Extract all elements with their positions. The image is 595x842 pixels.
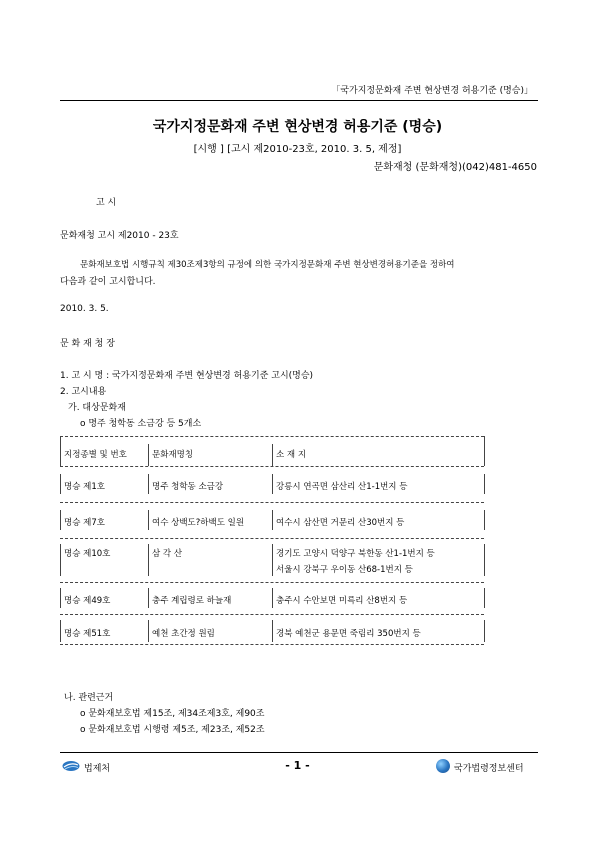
table-border [272, 474, 273, 494]
table-border [60, 436, 61, 466]
table-border [60, 588, 61, 608]
table-border [60, 510, 61, 530]
item-notice-content: 2. 고시내용 [60, 387, 107, 397]
table-row: 명승 제49호 [64, 596, 111, 606]
notice-body-line1: 문화재보호법 시행규칙 제30조제3항의 규정에 의한 국가지정문화재 주변 현상변경허용기준을 정하여 [80, 260, 455, 270]
table-border [272, 588, 273, 608]
document-title: 국가지정문화재 주변 현상변경 허용기준 (명승) [152, 119, 443, 135]
notice-date: 2010. 3. 5. [60, 304, 109, 314]
table-row: 서울시 강북구 우이동 산68-1번지 등 [276, 565, 413, 575]
table-border [272, 620, 273, 642]
table-border [60, 620, 61, 642]
footer-rule [60, 752, 538, 753]
table-border [60, 644, 484, 645]
footer-right-label: 국가법령정보센터 [454, 764, 524, 774]
table-row: 경북 예천군 용문면 죽림리 350번지 등 [276, 629, 421, 639]
table-row: 여수 상백도?하백도 일원 [152, 518, 245, 528]
table-border [60, 474, 61, 494]
related-law-2: o 문화재보호법 시행령 제5조, 제23조, 제52조 [80, 725, 265, 735]
table-row: 명주 청학동 소금강 [152, 482, 224, 492]
table-row: 명승 제10호 [64, 549, 111, 559]
table-row: 삼 각 산 [152, 549, 183, 559]
table-row: 충주시 수안보면 미륵리 산8번지 등 [276, 596, 408, 606]
table-border [484, 436, 485, 466]
table-border [60, 614, 484, 615]
table-border [60, 582, 484, 583]
table-row: 여수시 삼산면 거문리 산30번지 등 [276, 518, 405, 528]
header-rule [60, 100, 538, 101]
table-border [148, 444, 149, 466]
table-border [484, 474, 485, 494]
notice-number: 문화재청 고시 제2010 - 23호 [60, 231, 179, 241]
table-border [148, 588, 149, 608]
related-law-1: o 문화재보호법 제15조, 제34조제3호, 제90조 [80, 709, 265, 719]
table-border [484, 588, 485, 608]
table-border [60, 466, 484, 467]
table-row: 명승 제51호 [64, 629, 111, 639]
subitem-target: 가. 대상문화재 [68, 403, 126, 413]
table-border [60, 502, 484, 503]
table-border [272, 444, 273, 466]
table-border [272, 510, 273, 530]
table-border [148, 474, 149, 494]
enactment-info: [시행 ] [고시 제2010-23호, 2010. 3. 5, 제정] [193, 144, 402, 155]
ministry-contact: 문화재청 (문화재청)(042)481-4650 [373, 162, 537, 173]
law-info-center-logo-icon [436, 759, 450, 773]
table-header: 문화재명칭 [152, 450, 194, 460]
table-row: 명승 제1호 [64, 482, 105, 492]
table-border [148, 510, 149, 530]
table-border [484, 544, 485, 576]
footer-left-label: 법제처 [84, 764, 111, 774]
notice-body-line2: 다음과 같이 고시합니다. [60, 277, 156, 287]
running-header: 「국가지정문화재 주변 현상변경 허용기준 (명승)」 [331, 86, 533, 96]
table-border [60, 436, 484, 437]
table-header: 소 재 지 [276, 450, 307, 460]
table-border [484, 510, 485, 530]
table-row: 충주 계립령로 하늘재 [152, 596, 232, 606]
table-border [60, 544, 61, 576]
table-border [484, 620, 485, 642]
heritage-table [60, 436, 484, 646]
signatory: 문 화 재 청 장 [60, 339, 115, 349]
table-row: 경기도 고양시 덕양구 북한동 산1-1번지 등 [276, 549, 435, 559]
table-border [148, 620, 149, 642]
table-border [148, 544, 149, 576]
related-heading: 나. 관련근거 [64, 693, 114, 703]
page-number: - 1 - [285, 759, 310, 772]
item-notice-name: 1. 고 시 명 : 국가지정문화재 주변 현상변경 허용기준 고시(명승) [60, 371, 314, 381]
table-border [272, 544, 273, 576]
notice-heading: 고 시 [96, 198, 117, 208]
target-bullet: o 명주 청학동 소금강 등 5개소 [80, 419, 202, 429]
table-row: 강릉시 연곡면 삼산리 산1-1번지 등 [276, 482, 408, 492]
table-row: 예천 초간정 원림 [152, 629, 215, 639]
table-border [60, 538, 484, 539]
table-row: 명승 제7호 [64, 518, 105, 528]
table-header: 지정종별 및 번호 [64, 450, 127, 460]
